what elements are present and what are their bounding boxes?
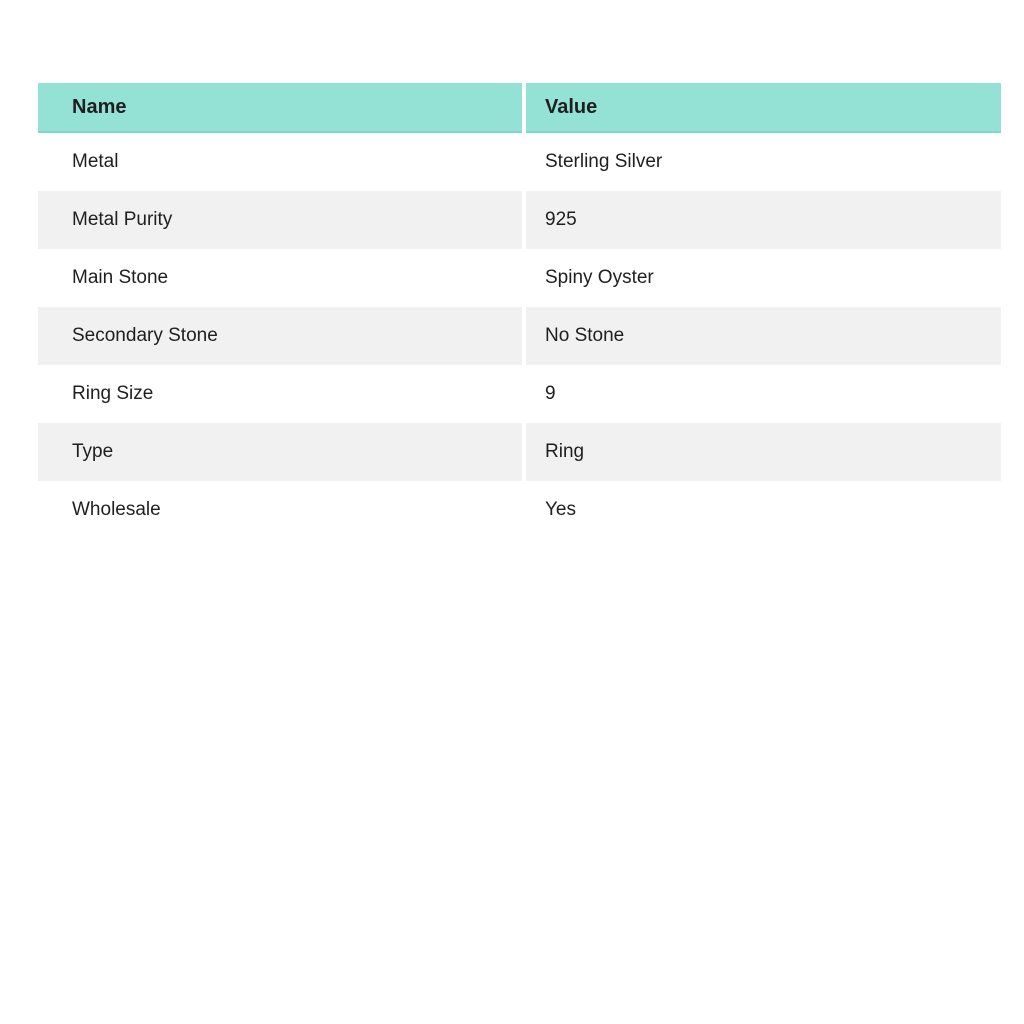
table-row xyxy=(38,249,1001,307)
attribute-value-cell: Ring xyxy=(526,423,1001,481)
attribute-name-cell: Metal xyxy=(38,133,522,191)
product-attributes-table xyxy=(38,83,1001,539)
attribute-value-cell: No Stone xyxy=(526,307,1001,365)
table-row xyxy=(38,191,1001,249)
table-header-row xyxy=(38,83,1001,133)
attribute-value-cell: Spiny Oyster xyxy=(526,249,1001,307)
table-row xyxy=(38,481,1001,539)
table-row xyxy=(38,133,1001,191)
attribute-name-cell: Ring Size xyxy=(38,365,522,423)
column-header-value: Value xyxy=(526,83,1001,133)
attribute-name-cell: Wholesale xyxy=(38,481,522,539)
attribute-name-cell: Metal Purity xyxy=(38,191,522,249)
attribute-value-cell: 925 xyxy=(526,191,1001,249)
attribute-name-cell: Secondary Stone xyxy=(38,307,522,365)
attribute-name-cell: Type xyxy=(38,423,522,481)
table-row xyxy=(38,365,1001,423)
table-row xyxy=(38,423,1001,481)
table-row xyxy=(38,307,1001,365)
column-header-name: Name xyxy=(38,83,522,133)
attribute-value-cell: 9 xyxy=(526,365,1001,423)
attribute-value-cell: Yes xyxy=(526,481,1001,539)
attribute-name-cell: Main Stone xyxy=(38,249,522,307)
attribute-value-cell: Sterling Silver xyxy=(526,133,1001,191)
